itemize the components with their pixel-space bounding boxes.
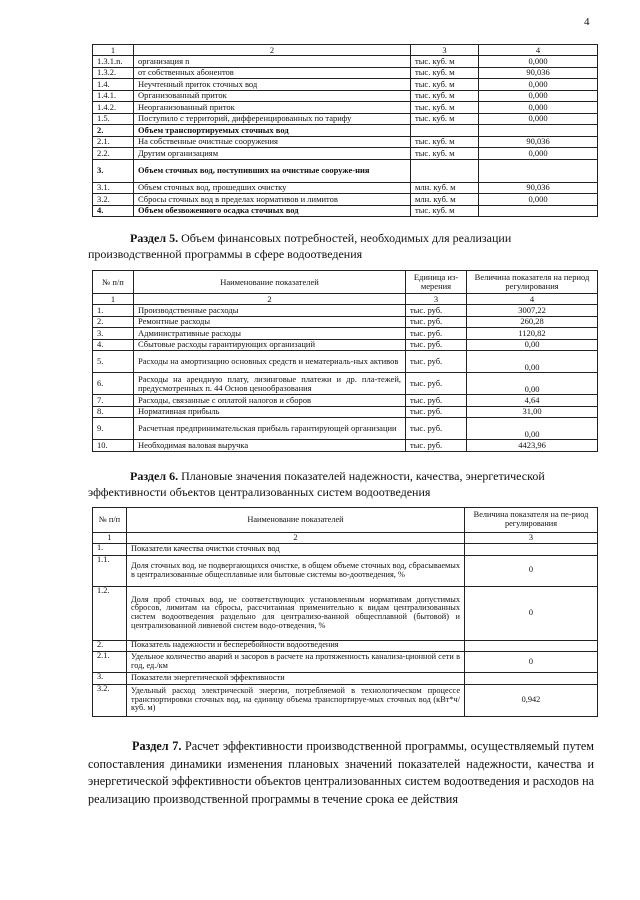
indicator-name: Ремонтные расходы — [134, 316, 406, 328]
indicator-name: Организованный приток — [134, 90, 411, 102]
row-number: 1.4. — [93, 79, 134, 91]
section5-heading — [88, 230, 596, 262]
unit-cell: тыс. руб. — [406, 316, 467, 328]
table-row — [93, 652, 598, 673]
table-row — [93, 90, 598, 102]
row-number: 1.3.1.n. — [93, 56, 134, 68]
table-row — [93, 406, 598, 418]
value-cell — [479, 159, 598, 182]
section6-heading — [88, 468, 596, 500]
header-name: Наименование показателей — [134, 271, 406, 294]
value-cell — [465, 544, 598, 556]
unit-cell: тыс. куб. м — [411, 113, 479, 125]
unit-cell: тыс. руб. — [406, 373, 467, 395]
indicator-name: Производственные расходы — [134, 305, 406, 317]
unit-cell: тыс. руб. — [406, 418, 467, 440]
value-cell: 0,00 — [467, 351, 598, 373]
row-number: 2.1. — [93, 652, 127, 673]
table-header-row — [93, 45, 598, 56]
unit-cell: тыс. куб. м — [411, 90, 479, 102]
table-row — [93, 205, 598, 217]
row-number: 1.1. — [93, 555, 127, 586]
table-row — [93, 339, 598, 351]
header-value: Величина показателя на пе-риод регулирования — [465, 508, 598, 533]
indicator-name: Объем обезвоженного осадка сточных вод — [134, 205, 411, 217]
column-number: 4 — [467, 294, 598, 305]
column-number: 2 — [134, 294, 406, 305]
table-row — [93, 395, 598, 407]
row-number: 1. — [93, 544, 127, 556]
row-number: 10. — [93, 440, 134, 452]
header-value: Величина показателя на период регулирования — [467, 271, 598, 294]
table-row — [93, 56, 598, 68]
indicator-name: от собственных абонентов — [134, 67, 411, 79]
value-cell: 90,036 — [479, 67, 598, 79]
row-number: 6. — [93, 373, 134, 395]
value-cell — [479, 125, 598, 137]
table-row — [93, 194, 598, 206]
row-number: 7. — [93, 395, 134, 407]
row-number: 3.2. — [93, 684, 127, 716]
value-cell: 1120,82 — [467, 328, 598, 340]
table-row — [93, 102, 598, 114]
header-num: № п/п — [93, 508, 127, 533]
row-number: 1.3.2. — [93, 67, 134, 79]
row-number: 1.4.1. — [93, 90, 134, 102]
row-number: 4. — [93, 205, 134, 217]
indicator-name: Расходы на арендную плату, лизинговые платежи и др. пла-тежей, предусмотренных п. 44 Основ ценообразования — [134, 373, 406, 395]
page-number: 4 — [584, 16, 590, 28]
value-cell: 4,64 — [467, 395, 598, 407]
indicator-name: Показатель надежности и бесперебойности водоотведения — [127, 640, 465, 652]
table-row — [93, 328, 598, 340]
row-number: 3. — [93, 328, 134, 340]
table-row — [93, 351, 598, 373]
row-number: 3. — [93, 159, 134, 182]
row-number: 4. — [93, 339, 134, 351]
financial-needs-table — [92, 270, 598, 452]
indicator-name: Доля сточных вод, не подвергающихся очистке, в общем объеме сточных вод, сбрасываемых в централизованные общесплавные или бытовые системы во-доотведения, % — [127, 555, 465, 586]
unit-cell: тыс. руб. — [406, 395, 467, 407]
unit-cell: млн. куб. м — [411, 194, 479, 206]
column-number: 4 — [479, 45, 598, 56]
table-header-row — [93, 271, 598, 294]
section6-title: Плановые значения показателей надежности, качества, энергетической эффективности объектов централизованных систем водоотведения — [88, 469, 545, 499]
table-row — [93, 136, 598, 148]
unit-cell — [411, 159, 479, 182]
indicator-name: Объем сточных вод, поступивших на очистные сооруже-ния — [134, 159, 411, 182]
section7-text: Расчет эффективности производственной программы, осуществляемый путем сопоставления динамики изменения плановых значений показателей надежности, качества и энергетической эффективности объектов централизованных систем водоотведения и расходов на реализацию производственной программы в течение срока ее действия — [88, 739, 594, 806]
table-row — [93, 373, 598, 395]
row-number: 1.5. — [93, 113, 134, 125]
indicator-name: Нормативная прибыль — [134, 406, 406, 418]
value-cell: 0 — [465, 586, 598, 640]
unit-cell: тыс. руб. — [406, 406, 467, 418]
unit-cell: тыс. куб. м — [411, 148, 479, 160]
value-cell: 0,000 — [479, 90, 598, 102]
value-cell: 4423,96 — [467, 440, 598, 452]
value-cell — [465, 673, 598, 685]
table-row — [93, 418, 598, 440]
unit-cell: тыс. руб. — [406, 339, 467, 351]
table-row — [93, 182, 598, 194]
unit-cell: тыс. куб. м — [411, 79, 479, 91]
unit-cell: тыс. руб. — [406, 351, 467, 373]
table-row — [93, 125, 598, 137]
section7-paragraph — [88, 738, 594, 808]
unit-cell: тыс. куб. м — [411, 67, 479, 79]
indicator-name: Необходимая валовая выручка — [134, 440, 406, 452]
indicator-name: Расходы на амортизацию основных средств и нематериаль-ных активов — [134, 351, 406, 373]
value-cell: 0,000 — [479, 102, 598, 114]
unit-cell: млн. куб. м — [411, 182, 479, 194]
value-cell — [479, 205, 598, 217]
section6-label: Раздел 6. — [130, 469, 179, 483]
indicator-name: Сбросы сточных вод в пределах нормативов и лимитов — [134, 194, 411, 206]
unit-cell: тыс. куб. м — [411, 205, 479, 217]
value-cell: 0 — [465, 555, 598, 586]
column-number: 2 — [134, 45, 411, 56]
group-row — [93, 673, 598, 685]
row-number: 1.2. — [93, 586, 127, 640]
column-number: 3 — [406, 294, 467, 305]
header-num: № п/п — [93, 271, 134, 294]
value-cell — [465, 640, 598, 652]
value-cell: 0,00 — [467, 418, 598, 440]
table-row — [93, 79, 598, 91]
indicator-name: На собственные очистные сооружения — [134, 136, 411, 148]
indicator-name: Объем сточных вод, прошедших очистку — [134, 182, 411, 194]
value-cell: 0,000 — [479, 148, 598, 160]
value-cell: 0,00 — [467, 339, 598, 351]
column-number: 1 — [93, 45, 134, 56]
table-row — [93, 555, 598, 586]
group-row — [93, 640, 598, 652]
indicator-name: Поступило с территорий, дифференцированных по тарифу — [134, 113, 411, 125]
indicator-name: Расходы, связанные с оплатой налогов и сборов — [134, 395, 406, 407]
row-number: 9. — [93, 418, 134, 440]
value-cell: 0,000 — [479, 113, 598, 125]
table-row — [93, 440, 598, 452]
unit-cell: тыс. руб. — [406, 305, 467, 317]
indicator-name: Удельный расход электрической энергии, потребляемой в технологическом процессе транспортировки сточных вод, на единицу объема транспортируе-мых сточных вод (кВт*ч/ куб. м) — [127, 684, 465, 716]
row-number: 2. — [93, 125, 134, 137]
table-row — [93, 159, 598, 182]
section5-title: Объем финансовых потребностей, необходимых для реализации производственной программы в сфере водоотведения — [88, 231, 512, 261]
value-cell: 31,00 — [467, 406, 598, 418]
column-number: 2 — [127, 533, 465, 544]
value-cell: 90,036 — [479, 136, 598, 148]
indicator-name: Доля проб сточных вод, не соответствующих установленным нормативам допустимых сбросов, лимитам на сбросы, рассчитанная применительно к видам централизованных систем водоотведения раздельно для централизо-ванной общесплавной (бытовой) и централизованной ливневой систем водо-отведения, % — [127, 586, 465, 640]
indicator-name: Показатели энергетической эффективности — [127, 673, 465, 685]
unit-cell: тыс. куб. м — [411, 56, 479, 68]
indicator-name: Другим организациям — [134, 148, 411, 160]
row-number: 2. — [93, 640, 127, 652]
row-number: 5. — [93, 351, 134, 373]
unit-cell: тыс. куб. м — [411, 102, 479, 114]
indicator-name: Объем транспортируемых сточных вод — [134, 125, 411, 137]
value-cell: 260,28 — [467, 316, 598, 328]
column-numbers-row — [93, 533, 598, 544]
column-number: 3 — [465, 533, 598, 544]
table-row — [93, 67, 598, 79]
value-cell: 3007,22 — [467, 305, 598, 317]
unit-cell: тыс. куб. м — [411, 136, 479, 148]
value-cell: 0,000 — [479, 56, 598, 68]
value-cell: 0 — [465, 652, 598, 673]
header-unit: Единица из-мерения — [406, 271, 467, 294]
indicator-name: Удельное количество аварий и засоров в расчете на протяженность канализа-ционной сети в год, ед./км — [127, 652, 465, 673]
indicator-name: Показатели качества очистки сточных вод — [127, 544, 465, 556]
table-row — [93, 684, 598, 716]
table-header-row — [93, 508, 598, 533]
unit-cell: тыс. руб. — [406, 328, 467, 340]
value-cell: 0,942 — [465, 684, 598, 716]
wastewater-volume-table — [92, 44, 598, 217]
table-row — [93, 148, 598, 160]
column-numbers-row — [93, 294, 598, 305]
indicator-name: Неучтенный приток сточных вод — [134, 79, 411, 91]
section5-label: Раздел 5. — [130, 231, 179, 245]
row-number: 8. — [93, 406, 134, 418]
row-number: 1.4.2. — [93, 102, 134, 114]
table-row — [93, 305, 598, 317]
indicator-name: организация n — [134, 56, 411, 68]
column-number: 1 — [93, 533, 127, 544]
value-cell: 0,000 — [479, 194, 598, 206]
indicator-name: Административные расходы — [134, 328, 406, 340]
value-cell: 0,00 — [467, 373, 598, 395]
row-number: 2.1. — [93, 136, 134, 148]
group-row — [93, 544, 598, 556]
row-number: 1. — [93, 305, 134, 317]
value-cell: 90,036 — [479, 182, 598, 194]
table-row — [93, 586, 598, 640]
row-number: 3.2. — [93, 194, 134, 206]
indicator-name: Неорганизованный приток — [134, 102, 411, 114]
indicator-name: Расчетная предпринимательская прибыль гарантирующей организации — [134, 418, 406, 440]
reliability-indicators-table — [92, 507, 598, 717]
table-row — [93, 316, 598, 328]
indicator-name: Сбытовые расходы гарантирующих организаций — [134, 339, 406, 351]
column-number: 3 — [411, 45, 479, 56]
column-number: 1 — [93, 294, 134, 305]
row-number: 2.2. — [93, 148, 134, 160]
section7-label: Раздел 7. — [132, 739, 182, 753]
row-number: 3.1. — [93, 182, 134, 194]
value-cell: 0,000 — [479, 79, 598, 91]
table-row — [93, 113, 598, 125]
unit-cell — [411, 125, 479, 137]
unit-cell: тыс. руб. — [406, 440, 467, 452]
row-number: 2. — [93, 316, 134, 328]
row-number: 3. — [93, 673, 127, 685]
header-name: Наименование показателей — [127, 508, 465, 533]
